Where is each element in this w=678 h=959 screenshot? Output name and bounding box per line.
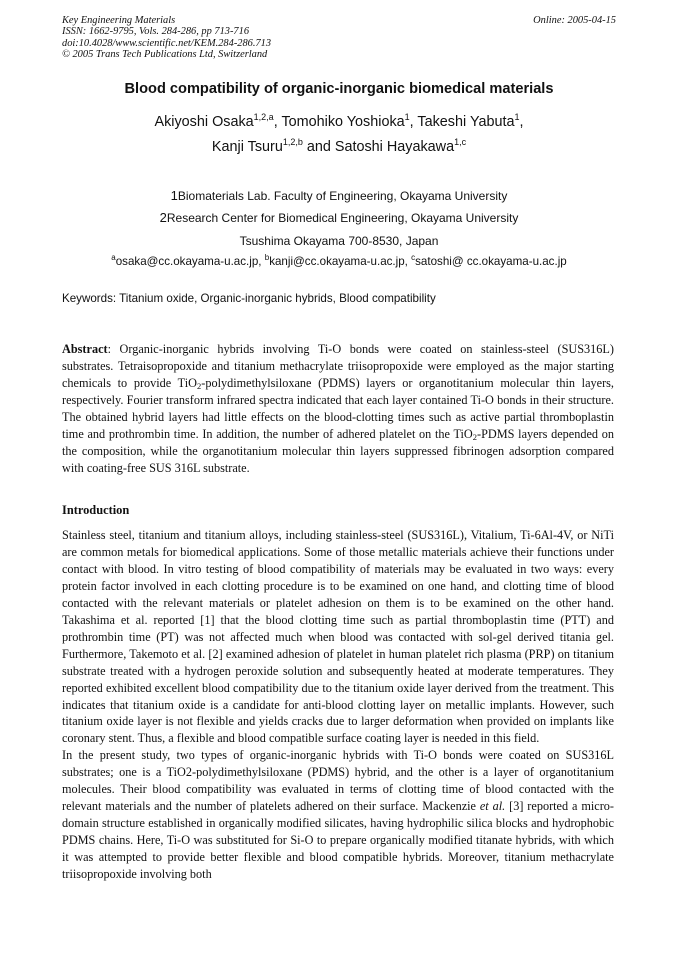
affiliation-number: 2: [159, 210, 167, 225]
doi-line: doi:10.4028/www.scientific.net/KEM.284-286.713: [62, 37, 272, 49]
author-affil-mark: 1,2,a: [253, 112, 274, 122]
affiliation-address: Tsushima Okayama 700-8530, Japan: [239, 234, 439, 248]
affiliation-1: [62, 188, 616, 204]
author-affil-mark: 1,c: [454, 137, 467, 147]
intro-text-2b: [3] reported a micro-domain structure established in organically modified silicates, having hydrophilic silica blocks and hydrophobic PDMS chains. Here, Ti-O was substituted for Si-O to prepare organically modified titanate hybrids, with which it was attempted to provide better flexible and blood compatible hybrids. Moreover, titanium methacrylate triisopropoxide involving both: [62, 799, 615, 882]
abstract-paragraph: [62, 341, 614, 477]
author-name: , Tomohiko Yoshioka: [273, 114, 405, 130]
affiliation-number: 1: [170, 188, 178, 203]
author-affil-mark: 1,2,b: [282, 137, 303, 147]
author-affil-mark: 1: [404, 112, 410, 122]
journal-header: [62, 15, 616, 60]
abstract-label: Abstract: [62, 342, 108, 356]
author-line-2: [62, 135, 616, 160]
author-separator: ,: [519, 114, 524, 130]
email-mark: b: [264, 253, 270, 262]
abstract-text: -polydimethylsiloxane (PDMS) layers or organotitanium molecular thin layers, respectively. Fourier transform infrared spectra indicated that each layer contained Ti-O bonds in their structure. The obtained hybrid layers had little effects on the blood-clotting times such as active partial thromboplastin time and prothrombin time. In addition, the number of adhered platelet on the TiO: [62, 375, 614, 441]
author-name: and Satoshi Hayakawa: [302, 139, 455, 155]
affiliation-text: Research Center for Biomedical Engineering, Okayama University: [166, 211, 519, 225]
email-address: osaka@cc.okayama-u.ac.jp,: [115, 255, 265, 268]
email-address: kanji@cc.okayama-u.ac.jp,: [269, 255, 412, 268]
affiliation-2: [62, 210, 616, 226]
author-name: Akiyoshi Osaka: [154, 114, 254, 130]
paper-title: Blood compatibility of organic-inorganic biomedical materials: [124, 81, 554, 97]
author-affil-mark: 1: [514, 112, 520, 122]
subscript: 2: [472, 431, 478, 442]
keywords-line: Keywords: Titanium oxide, Organic-inorganic hybrids, Blood compatibility: [62, 292, 436, 305]
intro-text-1: Stainless steel, titanium and titanium alloys, including stainless-steel (SUS316L), Vitalium, Ti-6Al-4V, or NiTi are common metals for biomedical applications. Some of those metallic materials achieve their functions under contact with blood. In vitro testing of blood compatibility of materials may be evaluated in two ways: every protein factor involved in each clotting procedure is to be examined on one hand, and clotting time of blood contacted with the relevant materials or platelet adhesion on them is to be examined on the other hand. Takashima et al. reported [1] that the blood clotting time such as partial thromboplastin time (PTT) and prothrombin time (PT) was not affected much when blood was contacted with sol-gel derived titania gel. Furthermore, Takemoto et al. [2] examined adhesion of platelet in human platelet rich plasma (PRP) on titanium substrate treated with a hydrogen peroxide solution and subsequently heated at moderate temperatures. They reported exhibited excellent blood compatibility due to the titanium oxide layer derived from the treatment. This indicates that titanium oxide is a candidate for anti-blood clotting layer on metallic implants. However, such titanium oxide layer is not flexible and yields cracks due to larger deformation when provided on implants like coronary stent. Thus, a flexible and blood compatible surface coating layer is needed in this field.: [62, 528, 614, 746]
intro-text-2: In the present study, two types of organic-inorganic hybrids with Ti-O bonds were coated on SUS316L substrates; one is a TiO2-polydimethylsiloxane (PDMS) hybrid, and the other is a layer of organotitanium molecules. Their blood compatibility was evaluated in terms of clotting time of blood contacted with the relevant materials and the number of platelets adhered on their surface. Mackenzie: [62, 748, 614, 814]
email-address: satoshi@ cc.okayama-u.ac.jp: [415, 255, 567, 268]
email-line: [62, 254, 616, 270]
author-list: [62, 110, 616, 160]
author-line-1: [62, 110, 616, 135]
intro-paragraph: [62, 527, 614, 883]
issn-line: ISSN: 1662-9795, Vols. 284-286, pp 713-716: [62, 26, 250, 38]
author-name: Kanji Tsuru: [211, 139, 283, 155]
email-mark: c: [411, 253, 416, 262]
section-heading-introduction: Introduction: [62, 503, 130, 517]
copyright-line: © 2005 Trans Tech Publications Ltd, Switzerland: [62, 48, 268, 60]
et-al: et al.: [479, 799, 506, 814]
subscript: 2: [196, 380, 202, 391]
journal-name: Key Engineering Materials: [62, 15, 176, 26]
email-mark: a: [111, 253, 116, 262]
affiliation-text: Biomaterials Lab. Faculty of Engineering, Okayama University: [177, 189, 508, 203]
abstract-text: : Organic-inorganic hybrids involving Ti-O bonds were coated on stainless-steel (SUS316L) substrates. Tetraisopropoxide and titanium methacrylate triisopropoxide were employed as the major starting chemicals to provide TiO: [62, 342, 614, 390]
author-name: , Takeshi Yabuta: [409, 114, 515, 130]
online-date: Online: 2005-04-15: [533, 15, 616, 26]
abstract-text: -PDMS layers depended on the composition, while the organotitanium molecular thin layers suppressed fibrinogen adsorption compared with coating-free SUS 316L substrate.: [62, 426, 614, 475]
